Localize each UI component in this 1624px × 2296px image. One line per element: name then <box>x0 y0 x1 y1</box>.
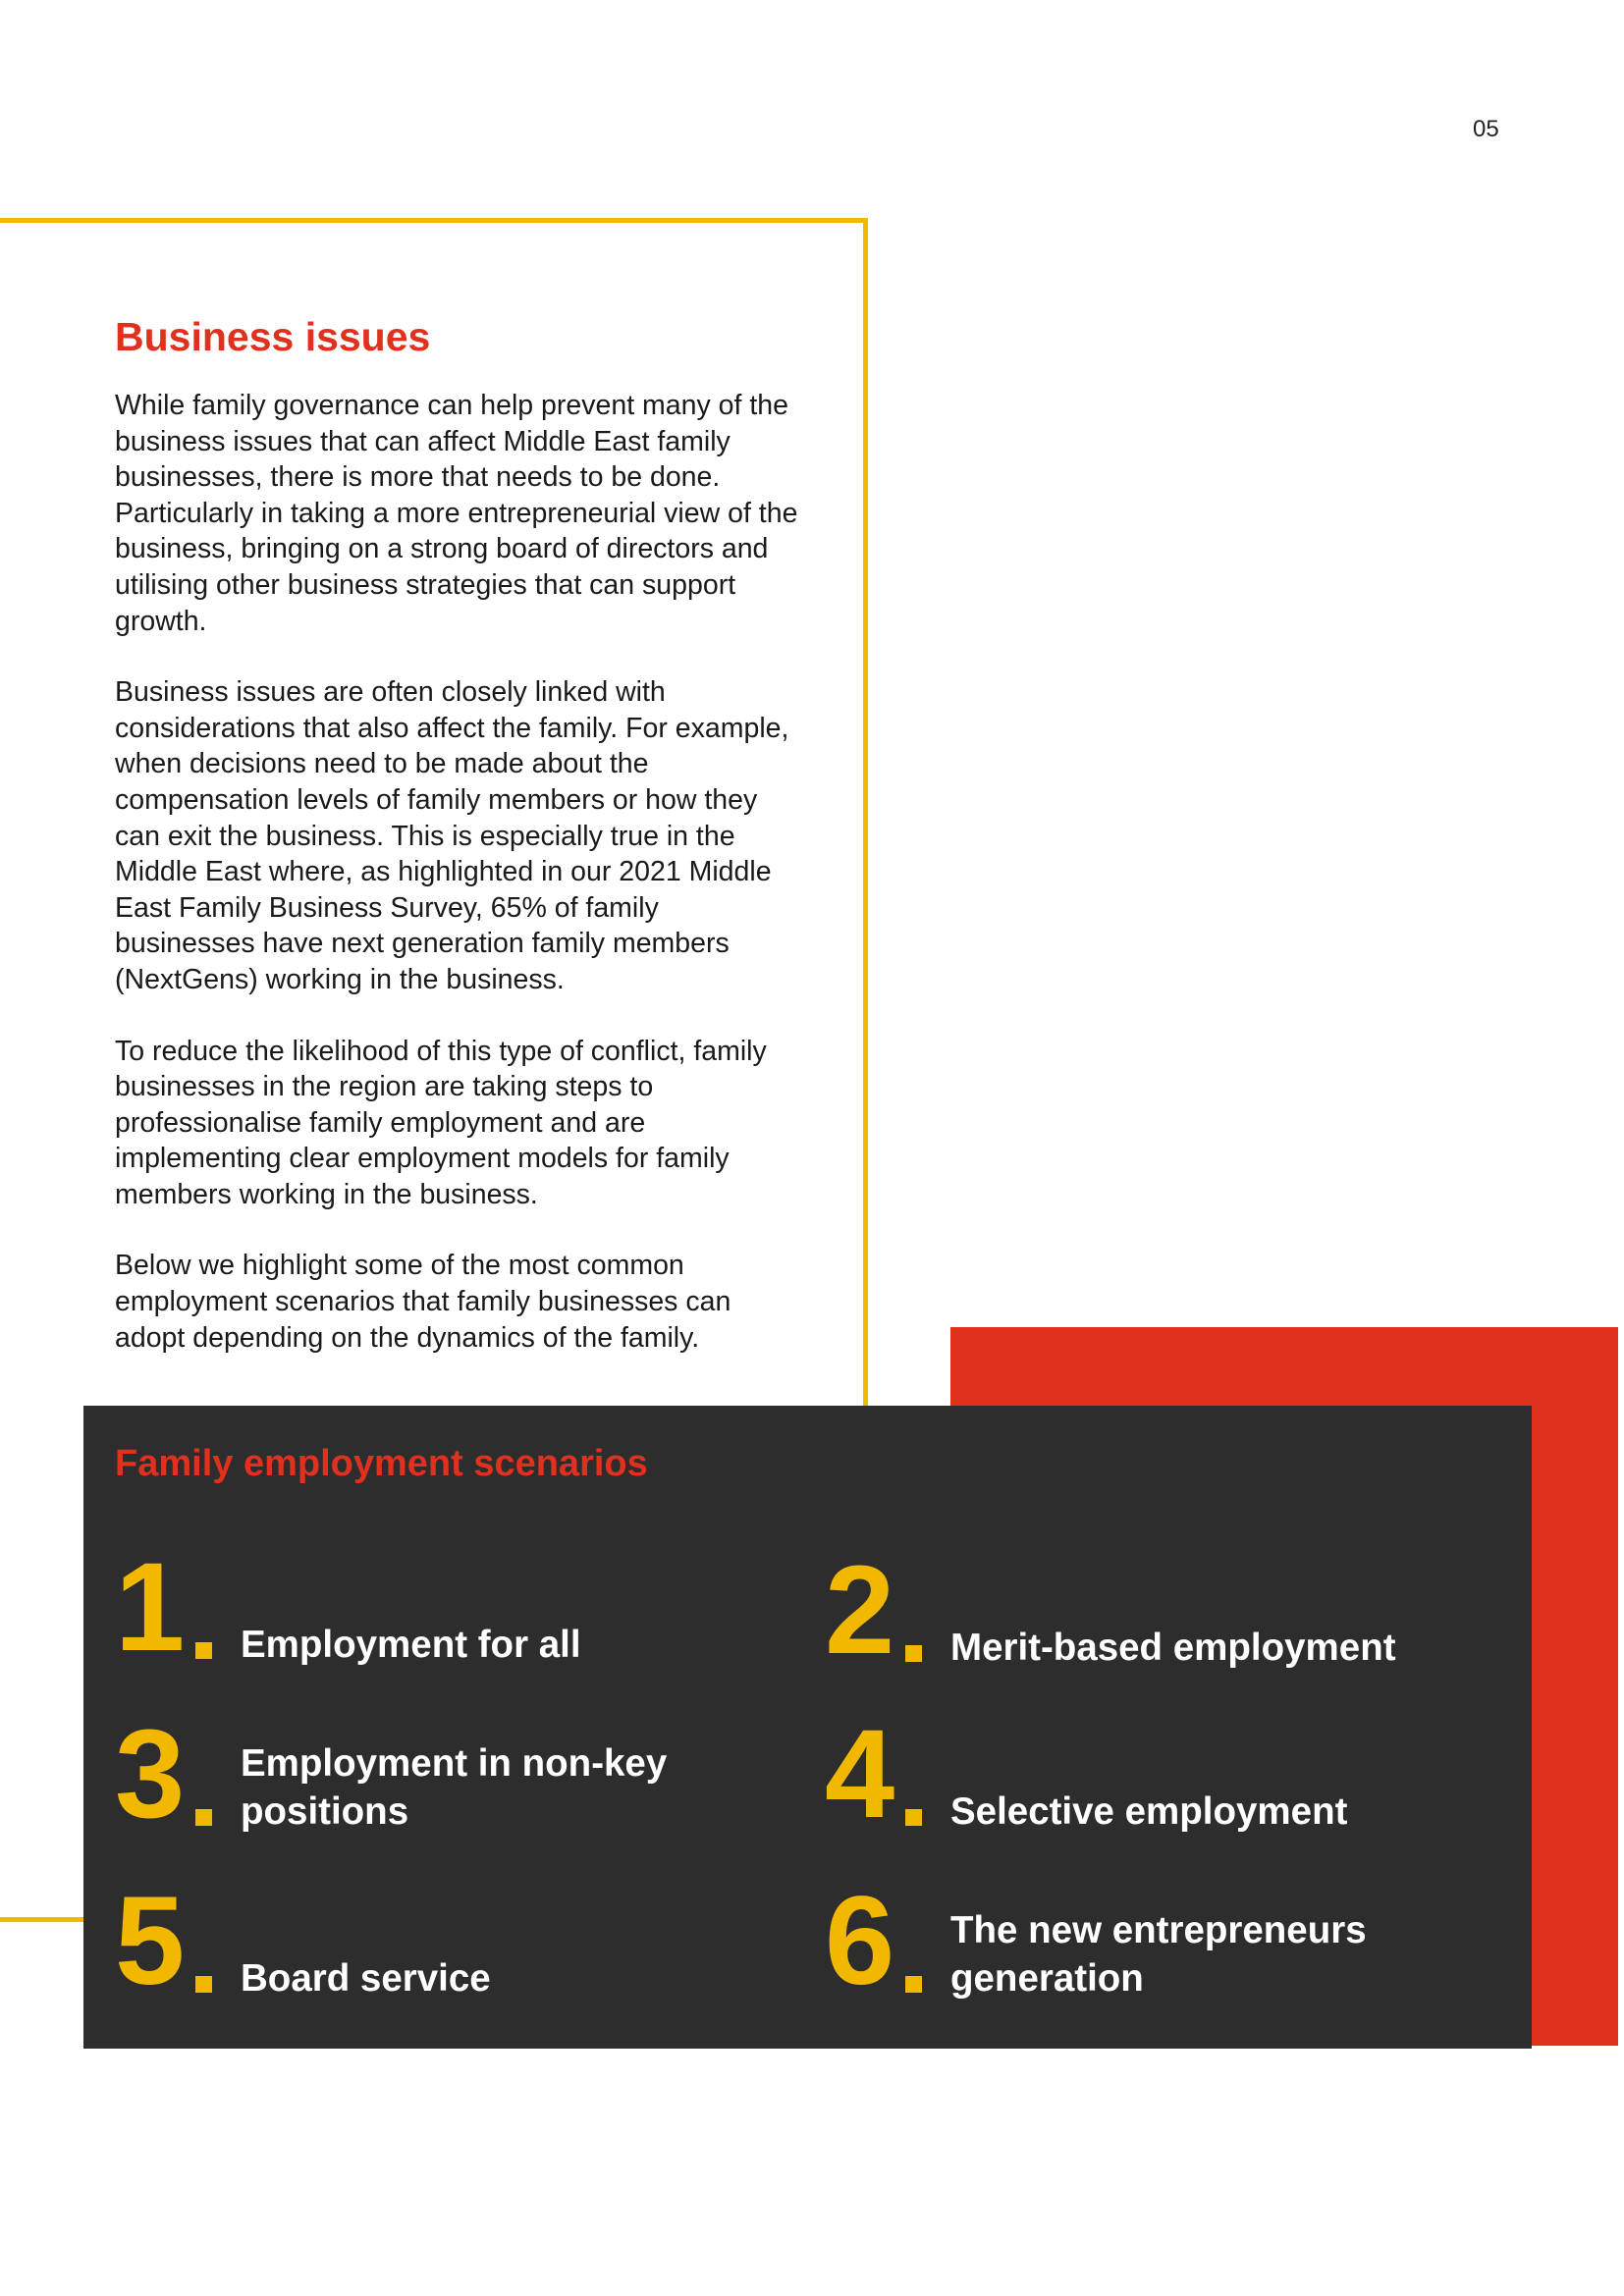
body-paragraph-4: Below we highlight some of the most common employment scenarios that family businesses can adopt depending on the dynamics of the family. <box>115 1250 731 1354</box>
scenario-number: 3 <box>115 1704 182 1844</box>
scenarios-heading: Family employment scenarios <box>115 1443 648 1484</box>
scenario-number: 4 <box>825 1704 892 1844</box>
body-paragraph-2: Business issues are often closely linked with considerations that also affect the family. For example, when decisions need to be made about the compensation levels of family members or how they can exit the business. This is especially true in the Middle East where, as highlighted in our 2021 Middle East Family Business Survey, 65% of family businesses have next generation family members (NextGens) working in the business. <box>115 676 789 995</box>
square-bullet-icon <box>195 1976 212 1993</box>
employment-scenarios-panel <box>83 1406 1532 2049</box>
body-paragraph-3: To reduce the likelihood of this type of conflict, family businesses in the region are taking steps to professionalise family employment and are implementing clear employment models for family members working in the business. <box>115 1035 767 1210</box>
square-bullet-icon <box>195 1642 212 1659</box>
body-paragraph-1: While family governance can help prevent many of the business issues that can affect Middle East family businesses, there is more that needs to be done. Particularly in taking a more entrepreneurial view of the business, bringing on a strong board of directors and utilising other business strategies that can support growth. <box>115 390 798 637</box>
business-issues-section <box>115 314 802 1391</box>
scenario-label: Employment for all <box>241 1624 581 1666</box>
square-bullet-icon <box>905 1976 922 1993</box>
scenario-item-4 <box>825 1704 1453 1844</box>
scenario-item-5 <box>115 1871 743 2011</box>
scenario-number: 5 <box>115 1871 182 2011</box>
business-issues-heading: Business issues <box>115 314 431 359</box>
square-bullet-icon <box>905 1645 922 1662</box>
scenario-label: The new entrepreneurs generation <box>950 1909 1367 2000</box>
scenario-item-3 <box>115 1704 743 1844</box>
scenario-number: 1 <box>115 1537 182 1678</box>
scenario-item-1 <box>115 1537 743 1678</box>
scenario-number: 2 <box>825 1540 892 1681</box>
scenario-item-6 <box>825 1871 1453 2011</box>
scenario-item-2 <box>825 1540 1453 1681</box>
square-bullet-icon <box>195 1809 212 1826</box>
scenario-number: 6 <box>825 1871 892 2011</box>
scenario-label: Employment in non-key positions <box>241 1742 668 1833</box>
page-number: 05 <box>1473 116 1499 142</box>
scenario-label: Board service <box>241 1957 491 2000</box>
scenario-label: Selective employment <box>950 1790 1348 1833</box>
square-bullet-icon <box>905 1809 922 1826</box>
scenario-label: Merit-based employment <box>950 1627 1396 1669</box>
